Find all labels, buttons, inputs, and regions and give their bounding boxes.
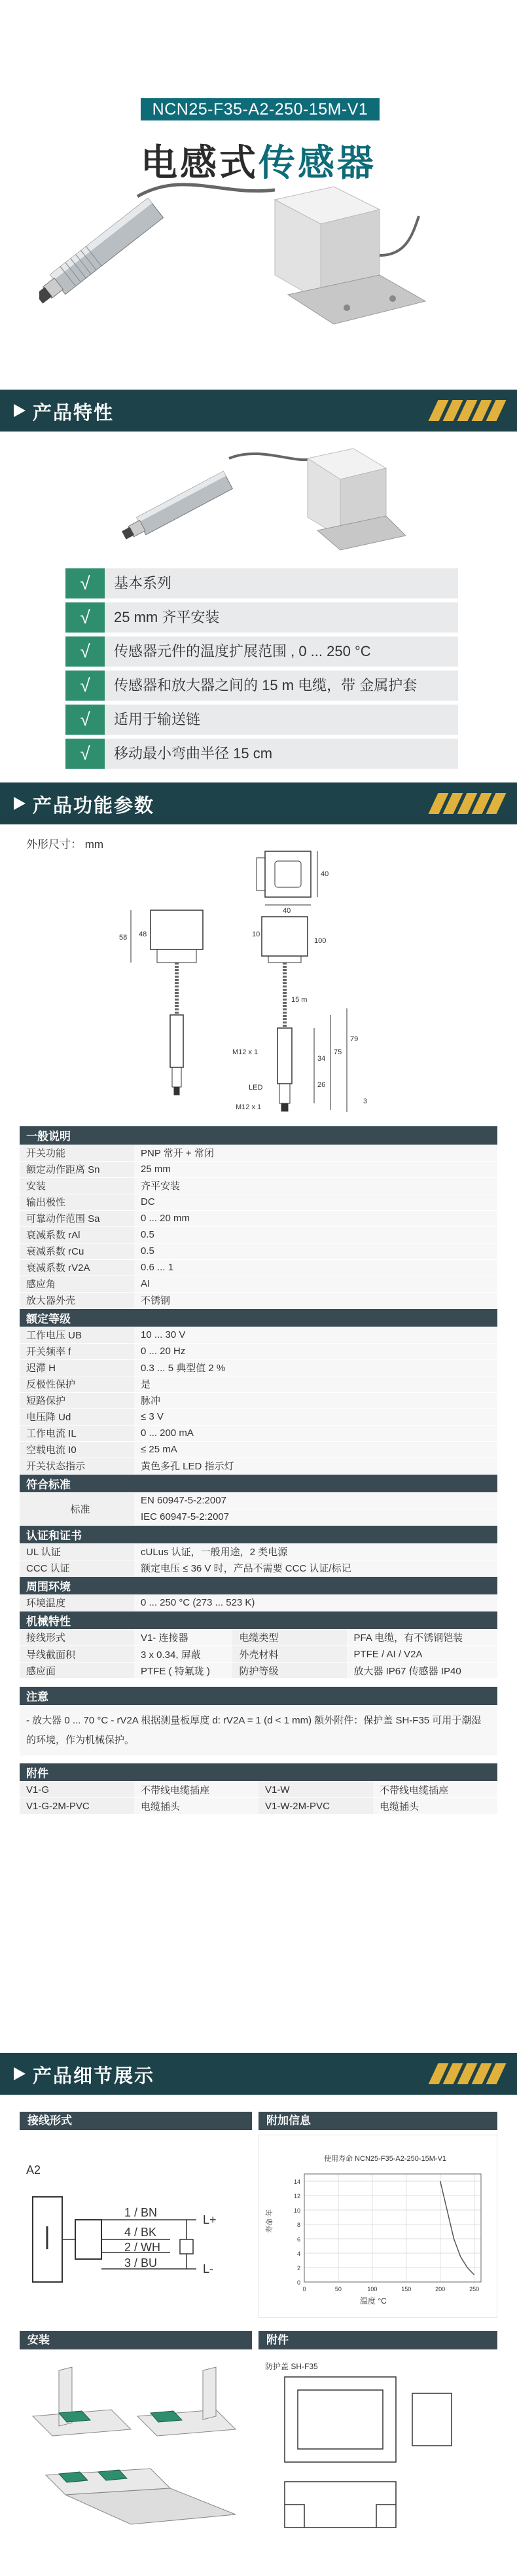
y-tick-label: 4: [296, 2251, 300, 2257]
features-heading: 产品特性: [33, 401, 115, 424]
pin-label: 3 / BU: [124, 2256, 158, 2270]
y-axis-label: 寿命 年: [266, 2209, 274, 2233]
dimension-drawing: [105, 845, 419, 1120]
dim-label: 40: [321, 870, 329, 878]
lplus-label: L+: [203, 2213, 217, 2226]
details-banner: [0, 2053, 517, 2095]
dim-label: 79: [350, 1035, 359, 1043]
banner-arrow-icon: [14, 404, 26, 417]
dim-label: M12 x 1: [232, 1048, 258, 1056]
check-icon: √: [65, 602, 105, 633]
dim-label: 26: [317, 1081, 326, 1089]
check-icon: √: [65, 636, 105, 667]
feature-list: [65, 568, 458, 773]
note-text: - 放大器 0 ... 70 °C - rV2A 根据测量板厚度 d: rV2A = 1 (d < 1 mm) 额外附件：保护盖 SH-F35 可用于潮湿的环境，作为机械保护。: [20, 1706, 497, 1756]
params-banner: [0, 782, 517, 824]
banner-arrow-icon: [14, 797, 26, 810]
feature-product-image: [118, 432, 406, 560]
params-heading: 产品功能参数: [33, 794, 155, 817]
x-tick-label: 200: [435, 2286, 446, 2292]
banner-arrow-icon: [14, 2067, 26, 2080]
check-icon: √: [65, 568, 105, 598]
accessory-drawing: [258, 2357, 497, 2554]
dim-label: 48: [139, 930, 147, 938]
accessory-header: 附件: [258, 2331, 497, 2349]
y-tick-label: 10: [293, 2207, 300, 2214]
group-header: 注意: [20, 1687, 497, 1705]
check-icon: √: [65, 739, 105, 769]
group-header: 额定等级: [20, 1308, 497, 1327]
y-tick-label: 8: [296, 2222, 300, 2228]
group-header: 机械特性: [20, 1611, 497, 1629]
banner-stripes: [433, 793, 501, 814]
x-tick-label: 0: [302, 2286, 306, 2292]
list-item: √ 移动最小弯曲半径 15 cm: [65, 739, 458, 769]
y-tick-label: 0: [296, 2279, 300, 2286]
x-tick-label: 50: [334, 2286, 342, 2292]
check-icon: √: [65, 705, 105, 735]
pin-label: 4 / BK: [124, 2226, 157, 2239]
connection-type: A2: [26, 2163, 41, 2177]
dim-label: 15 m: [291, 996, 308, 1004]
title-accent: 传感器: [258, 142, 376, 185]
list-item: √ 25 mm 齐平安装: [65, 602, 458, 633]
x-tick-label: 250: [469, 2286, 480, 2292]
y-tick-label: 6: [296, 2236, 300, 2243]
list-item: √ 基本系列: [65, 568, 458, 598]
lifetime-chart: [258, 2135, 497, 2318]
dim-label: M12 x 1: [236, 1103, 262, 1111]
list-item: √ 传感器元件的温度扩展范围 , 0 ... 250 °C: [65, 636, 458, 667]
dim-label: 75: [334, 1048, 342, 1056]
spec-table: 一般说明 开关功能 PNP 常开 + 常闭 额定动作距离 Sn 25 mm 安装 齐平安装 输出极性 DC 可靠动作范围 Sa 0 ... 20 mm 衰减系数 rAl 0.5 衰减系数 rCu 0.5 衰减系数 rV2A 0.6 ... 1 感应角 AI 放大器外壳 不锈钢 额定等级 工作电压 UB 10 ... 30 V 开关频率 f 0 ... 20 Hz 迟滞 H 0.3 ... 5 典型值 2 % 反极性保护 是 短路保护 脉冲 电压降 Ud ≤ 3 V 工作电流 IL 0 ... 200 mA 空载电流 I0 ≤ 25 mA 开关状态指示 黄色多孔 LED 指示灯 符合标准 标准 EN 60947-5-2:2007 IEC 60947-5-2:2007 认证和证书 UL 认证 cULus 认证，一般用途，2 类电源 CCC 认证 额定电压 ≤ 36 V 时，产品不需要 CCC 认证/标记 周围环境 环境温度 0 ... 250 °C (273 ... 523 K) 机械特性 接线形式 V1- 连接器 电缆类型 PFA 电缆，有不锈钢铠装 导线截面积 3 x 0.34, 屏蔽 外壳材料 PTFE / AI / V2A 感应面 PTFE ( 特氟珑 ) 防护等级 放大器 IP67 传感器 IP40 注意 - 放大器 0 ... 70 °C - rV2A 根据测量板厚度 d: rV2A = 1 (d < 1 mm) 额外附件：保护盖 SH-F35 可用于潮湿的环境，作为机械保护。 附件 V1-G 不带线电缆插座 V1-W 不带线电缆插座 V1-G-2M-PVC 电缆插头 V1-W-2M-PVC 电缆插头: [20, 1126, 497, 1814]
y-tick-label: 12: [293, 2193, 300, 2199]
chart-title: 使用寿命 NCN25-F35-A2-250-15M-V1: [324, 2155, 447, 2163]
details-heading: 产品细节展示: [33, 2065, 155, 2087]
pin-label: 2 / WH: [124, 2241, 161, 2254]
y-tick-label: 2: [296, 2265, 300, 2272]
list-item: √ 传感器和放大器之间的 15 m 电缆，带 金属护套: [65, 671, 458, 701]
install-drawing: [20, 2357, 252, 2554]
features-banner: [0, 390, 517, 432]
pin-label: 1 / BN: [124, 2206, 158, 2219]
wiring-diagram: [20, 2135, 252, 2318]
list-item: √ 适用于输送链: [65, 705, 458, 735]
accessory-name: 防护盖 SH-F35: [265, 2362, 318, 2371]
x-tick-label: 100: [367, 2286, 378, 2292]
group-header: 周围环境: [20, 1576, 497, 1594]
connection-header: 接线形式: [20, 2112, 252, 2130]
y-tick-label: 14: [293, 2179, 300, 2185]
group-header: 符合标准: [20, 1474, 497, 1492]
info-header: 附加信息: [258, 2112, 497, 2130]
model-tag: NCN25-F35-A2-250-15M-V1: [141, 98, 380, 120]
banner-stripes: [433, 400, 501, 421]
dim-label: 10: [252, 930, 260, 938]
dim-label: 34: [317, 1055, 326, 1063]
hero-section: [0, 0, 517, 390]
lminus-label: L-: [203, 2262, 214, 2275]
product-image: [39, 177, 445, 373]
dim-label: 40: [283, 907, 291, 915]
dim-label: 58: [119, 934, 128, 942]
check-icon: √: [65, 671, 105, 701]
install-header: 安装: [20, 2331, 252, 2349]
dim-label: LED: [249, 1084, 263, 1092]
group-header: 附件: [20, 1763, 497, 1782]
x-tick-label: 150: [401, 2286, 412, 2292]
dim-label: 3: [363, 1097, 368, 1105]
group-header: 一般说明: [20, 1126, 497, 1145]
x-axis-label: 温度 °C: [360, 2296, 387, 2306]
banner-stripes: [433, 2063, 501, 2084]
group-header: 认证和证书: [20, 1525, 497, 1543]
dimension-label: 外形尺寸： mm: [26, 838, 104, 851]
dim-label: 100: [314, 937, 327, 945]
title-main: 电感式: [141, 142, 258, 185]
